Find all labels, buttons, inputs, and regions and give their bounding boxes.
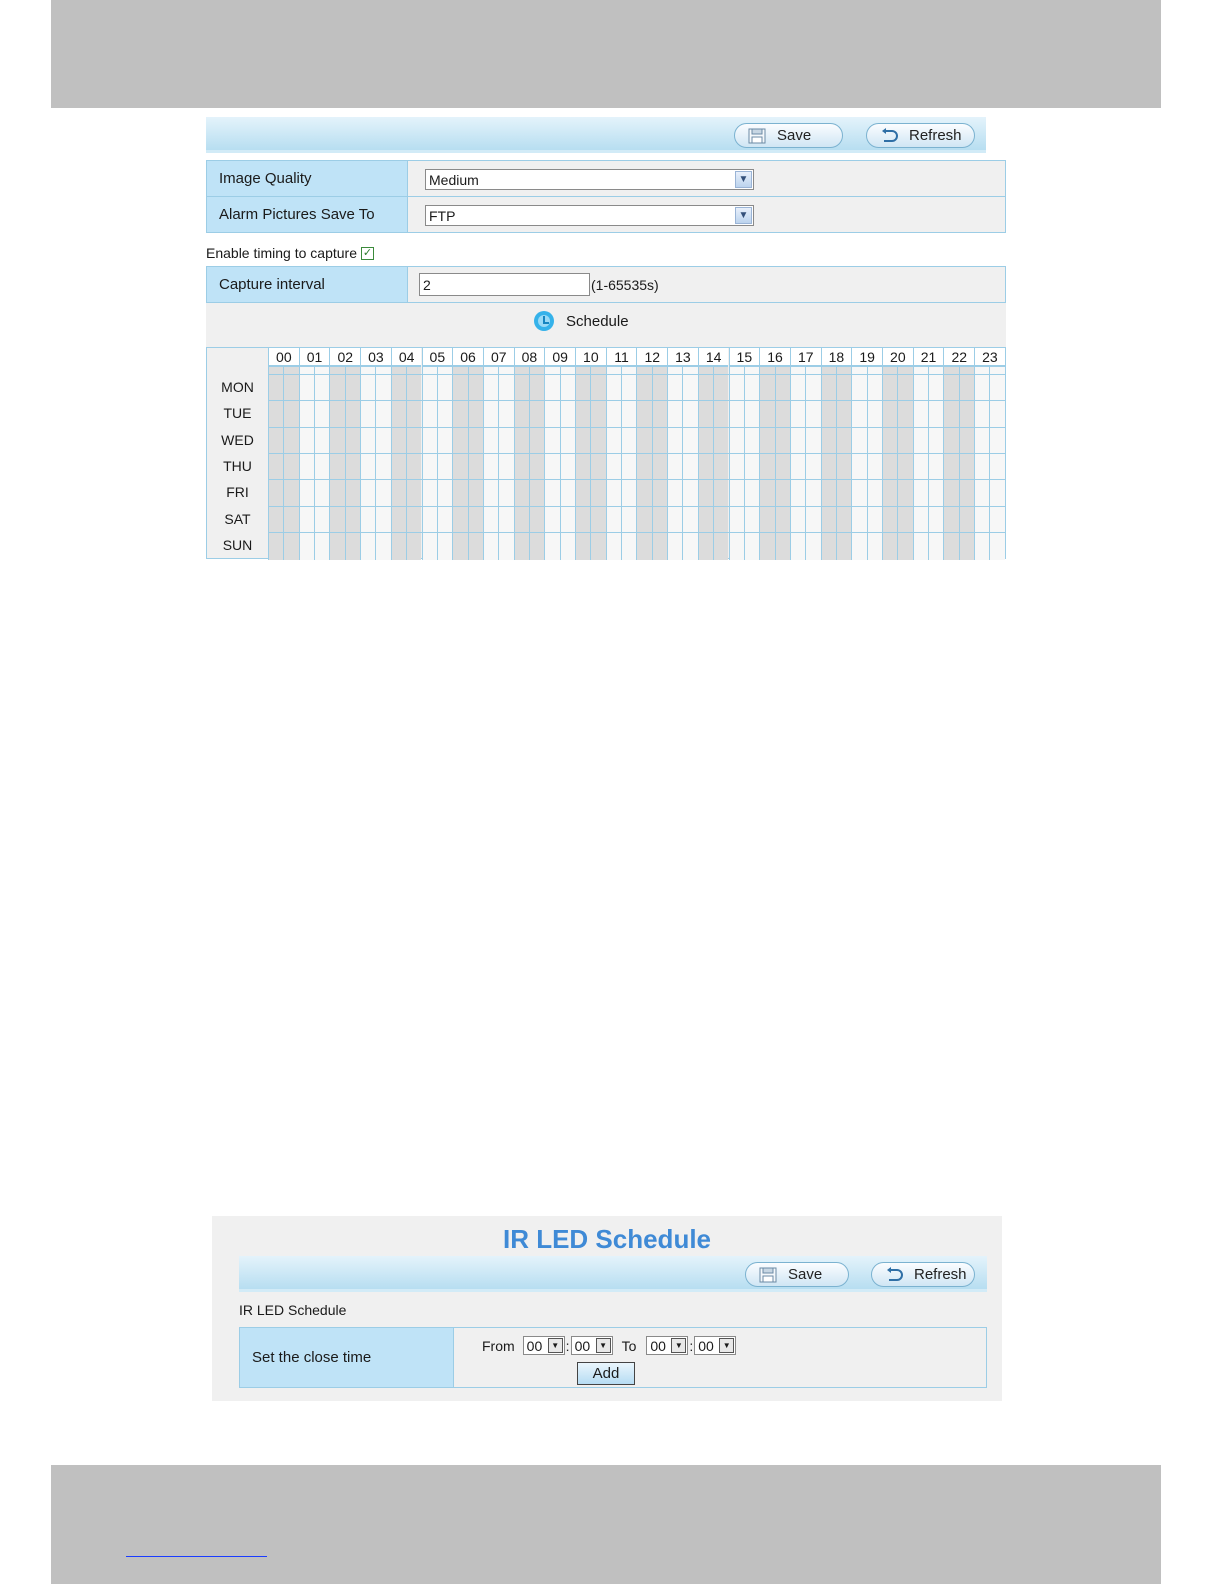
alarm-save-to-row bbox=[206, 196, 1006, 233]
close-time-label: Set the close time bbox=[240, 1328, 454, 1387]
capture-interval-label: Capture interval bbox=[207, 267, 408, 302]
hour-label-05[interactable]: 05 bbox=[422, 348, 453, 366]
grid-row-line bbox=[268, 506, 1005, 507]
image-quality-label: Image Quality bbox=[207, 161, 408, 196]
hour-label-10[interactable]: 10 bbox=[575, 348, 606, 366]
to-label: To bbox=[621, 1337, 637, 1354]
capture-interval-hint: (1-65535s) bbox=[591, 276, 659, 293]
page-title: IR LED Schedule bbox=[502, 1224, 712, 1254]
hour-label-18[interactable]: 18 bbox=[821, 348, 852, 366]
grid-row-line bbox=[268, 374, 1005, 375]
hour-label-07[interactable]: 07 bbox=[483, 348, 514, 366]
hour-label-08[interactable]: 08 bbox=[514, 348, 545, 366]
chevron-down-icon: ▼ bbox=[719, 1338, 734, 1353]
hour-label-22[interactable]: 22 bbox=[943, 348, 974, 366]
hour-label-19[interactable]: 19 bbox=[851, 348, 882, 366]
to-minute-value: 00 bbox=[698, 1337, 714, 1354]
hour-label-14[interactable]: 14 bbox=[698, 348, 729, 366]
hour-label-09[interactable]: 09 bbox=[544, 348, 575, 366]
grid-row-line bbox=[268, 427, 1005, 428]
hour-label-02[interactable]: 02 bbox=[329, 348, 360, 366]
from-minute-select[interactable] bbox=[571, 1336, 613, 1355]
grid-row-line bbox=[268, 453, 1005, 454]
hour-label-06[interactable]: 06 bbox=[452, 348, 483, 366]
alarm-save-to-value: FTP bbox=[429, 207, 456, 224]
toolbar bbox=[239, 1256, 987, 1292]
save-button[interactable] bbox=[745, 1262, 849, 1287]
hour-label-00[interactable]: 00 bbox=[268, 348, 299, 366]
hour-label-03[interactable]: 03 bbox=[360, 348, 391, 366]
capture-interval-input[interactable]: 2 bbox=[419, 273, 590, 296]
from-hour-value: 00 bbox=[526, 1337, 543, 1354]
image-quality-value: Medium bbox=[429, 171, 479, 188]
refresh-button[interactable] bbox=[866, 123, 975, 148]
refresh-button[interactable] bbox=[871, 1262, 975, 1287]
time-range bbox=[482, 1335, 736, 1356]
hour-label-12[interactable]: 12 bbox=[636, 348, 667, 366]
close-time-row bbox=[239, 1327, 987, 1388]
save-button[interactable] bbox=[734, 123, 843, 148]
save-icon bbox=[747, 128, 767, 144]
schedule-title bbox=[534, 309, 629, 333]
day-label-sun[interactable]: SUN bbox=[222, 536, 253, 553]
hour-label-04[interactable]: 04 bbox=[391, 348, 422, 366]
schedule-bar bbox=[206, 303, 1006, 347]
footer-link[interactable] bbox=[126, 1545, 267, 1557]
day-label-sat[interactable]: SAT bbox=[224, 510, 251, 527]
clock-icon bbox=[534, 311, 554, 331]
grid-row-line bbox=[268, 400, 1005, 401]
from-label: From bbox=[482, 1337, 515, 1354]
hour-label-17[interactable]: 17 bbox=[790, 348, 821, 366]
grid-row-line bbox=[268, 479, 1005, 480]
refresh-icon bbox=[879, 128, 899, 144]
alarm-save-to-select[interactable] bbox=[425, 205, 754, 226]
day-label-mon[interactable]: MON bbox=[221, 379, 254, 396]
page-footer bbox=[51, 1465, 1161, 1584]
hour-label-01[interactable]: 01 bbox=[299, 348, 330, 366]
ir-led-panel bbox=[212, 1216, 1002, 1401]
chevron-down-icon: ▼ bbox=[735, 207, 752, 224]
to-hour-select[interactable] bbox=[646, 1336, 688, 1355]
image-quality-select[interactable] bbox=[425, 169, 754, 190]
save-icon bbox=[758, 1267, 778, 1283]
to-minute-select[interactable] bbox=[694, 1336, 736, 1355]
chevron-down-icon: ▼ bbox=[548, 1338, 563, 1353]
hour-label-11[interactable]: 11 bbox=[606, 348, 637, 366]
day-label-fri[interactable]: FRI bbox=[226, 484, 249, 501]
hour-label-23[interactable]: 23 bbox=[974, 348, 1005, 366]
hour-label-16[interactable]: 16 bbox=[759, 348, 790, 366]
add-button[interactable]: Add bbox=[577, 1362, 635, 1385]
save-button-label: Save bbox=[788, 1266, 823, 1283]
from-hour-select[interactable] bbox=[523, 1336, 565, 1355]
enable-timing-row bbox=[206, 241, 1006, 265]
enable-timing-checkbox[interactable]: ✓ bbox=[362, 246, 373, 259]
day-label-tue[interactable]: TUE bbox=[223, 405, 252, 422]
from-minute-value: 00 bbox=[574, 1337, 591, 1354]
schedule-title-label: Schedule bbox=[566, 312, 629, 330]
toolbar bbox=[206, 117, 986, 153]
chevron-down-icon: ▼ bbox=[671, 1338, 686, 1353]
refresh-button-label: Refresh bbox=[909, 127, 962, 144]
chevron-down-icon: ▼ bbox=[596, 1338, 611, 1353]
hour-label-13[interactable]: 13 bbox=[667, 348, 698, 366]
time-separator: : bbox=[689, 1337, 694, 1354]
save-button-label: Save bbox=[777, 127, 812, 144]
time-separator: : bbox=[565, 1337, 570, 1354]
hour-label-21[interactable]: 21 bbox=[913, 348, 944, 366]
capture-interval-row bbox=[206, 266, 1006, 303]
day-label-wed[interactable]: WED bbox=[221, 431, 254, 448]
section-label: IR LED Schedule bbox=[239, 1302, 347, 1318]
chevron-down-icon: ▼ bbox=[735, 171, 752, 188]
grid-row-line bbox=[268, 532, 1005, 533]
image-quality-row bbox=[206, 160, 1006, 197]
refresh-button-label: Refresh bbox=[914, 1266, 967, 1283]
hour-label-15[interactable]: 15 bbox=[729, 348, 760, 366]
enable-timing-label: Enable timing to capture bbox=[206, 245, 357, 261]
refresh-icon bbox=[884, 1267, 904, 1283]
page-header bbox=[51, 0, 1161, 108]
hour-label-20[interactable]: 20 bbox=[882, 348, 913, 366]
capture-settings-panel bbox=[206, 117, 1006, 559]
schedule-grid bbox=[206, 347, 1006, 559]
alarm-save-to-label: Alarm Pictures Save To bbox=[207, 197, 408, 232]
day-label-thu[interactable]: THU bbox=[223, 458, 252, 475]
to-hour-value: 00 bbox=[650, 1337, 666, 1354]
